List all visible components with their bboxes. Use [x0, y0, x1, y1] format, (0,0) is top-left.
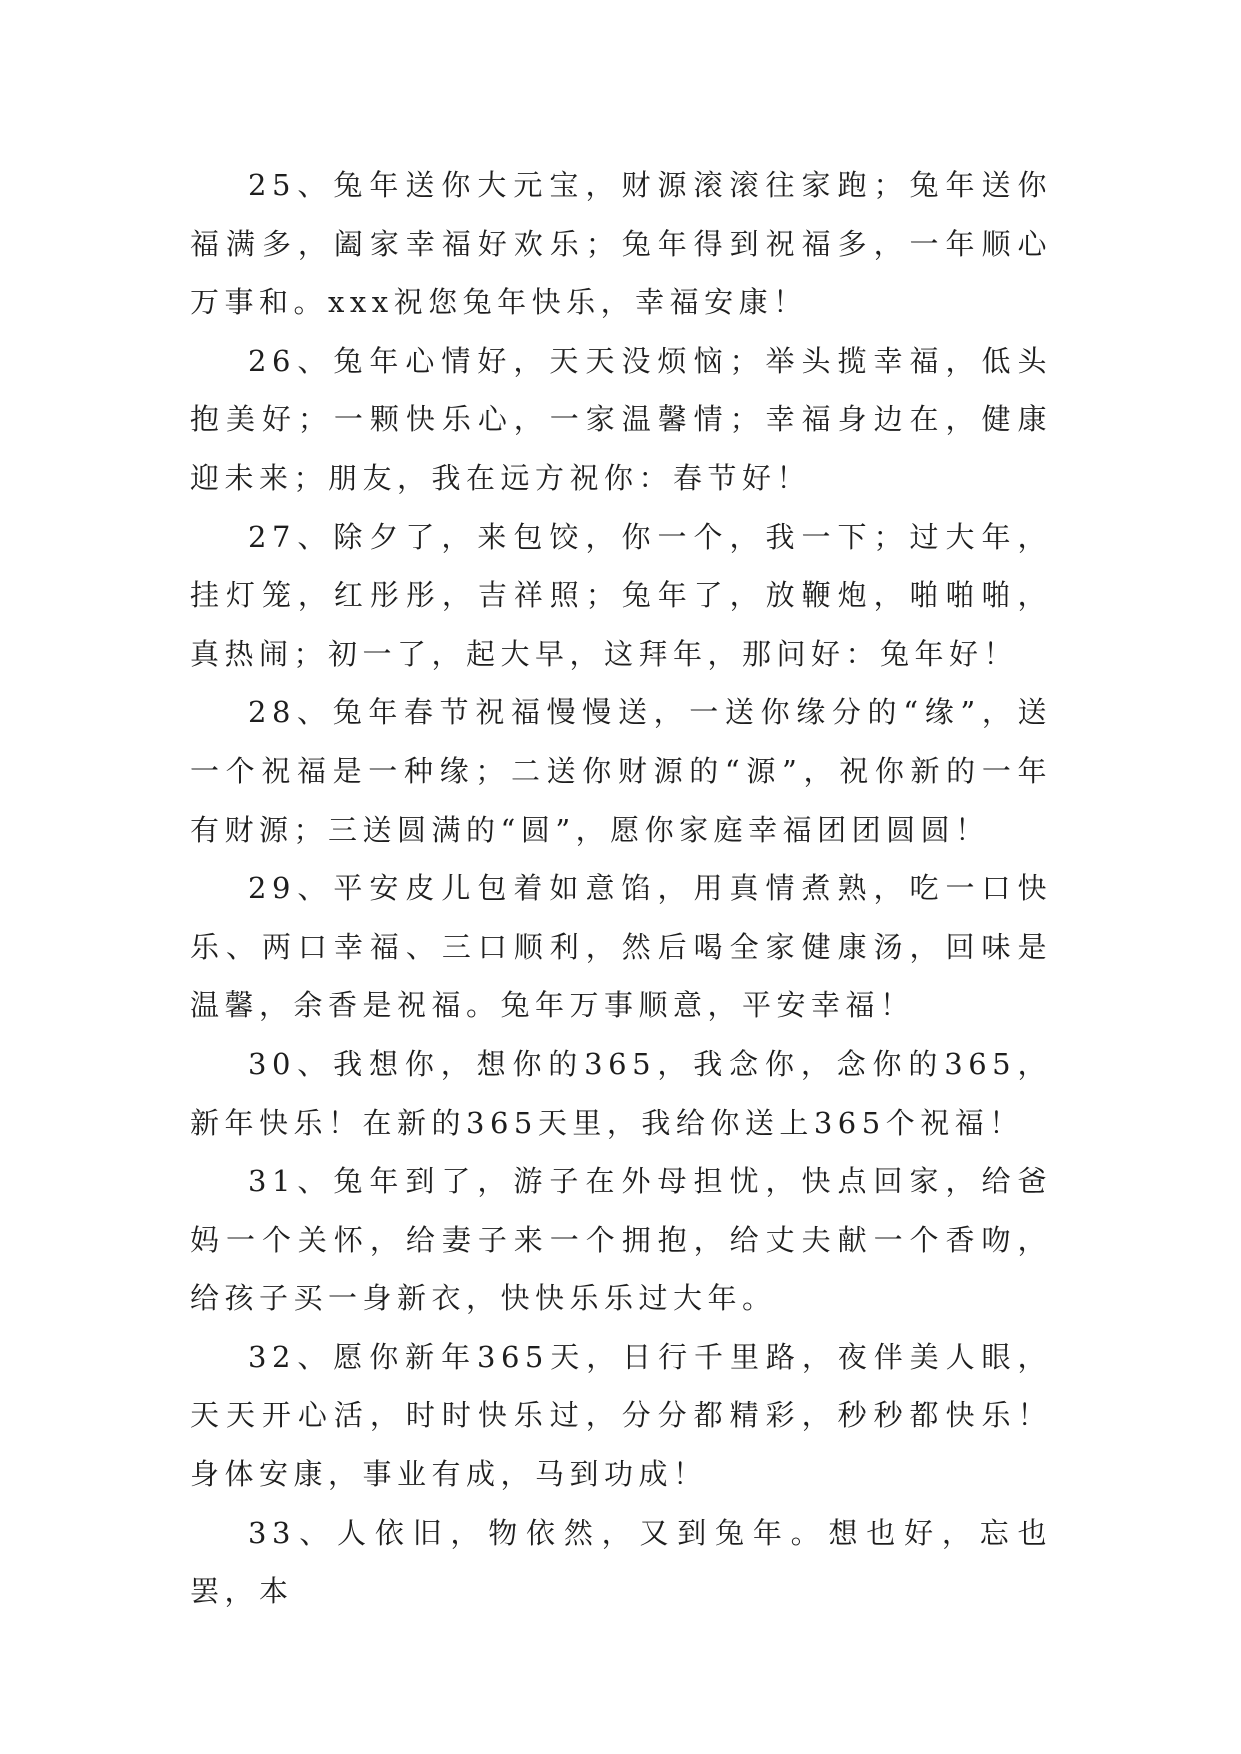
paragraph-32: 32、愿你新年365天，日行千里路，夜伴美人眼，天天开心活，时时快乐过，分分都精彩，秒秒都快乐！身体安康，事业有成，马到功成！	[190, 1339, 1052, 1492]
paragraph-26: 26、兔年心情好，天天没烦恼；举头揽幸福，低头抱美好；一颗快乐心，一家温馨情；幸福身边在，健康迎未来；朋友，我在远方祝你：春节好！	[190, 343, 1052, 495]
document-body	[190, 156, 1052, 1621]
paragraph-25: 25、兔年送你大元宝，财源滚滚往家跑；兔年送你福满多，阖家幸福好欢乐；兔年得到祝福多，一年顺心万事和。xxx祝您兔年快乐，幸福安康！	[190, 168, 1052, 320]
paragraph-30: 30、我想你，想你的365，我念你，念你的365，新年快乐！在新的365天里，我给你送上365个祝福！	[190, 1046, 1052, 1140]
paragraph-33: 33、人依旧，物依然，又到兔年。想也好，忘也罢，本	[190, 1515, 1052, 1609]
paragraph-29: 29、平安皮儿包着如意馅，用真情煮熟，吃一口快乐、两口幸福、三口顺利，然后喝全家健康汤，回味是温馨，余香是祝福。兔年万事顺意，平安幸福！	[190, 871, 1052, 1023]
paragraph-28: 28、兔年春节祝福慢慢送，一送你缘分的“缘”，送一个祝福是一种缘；二送你财源的“源”，祝你新的一年有财源；三送圆满的“圆”，愿你家庭幸福团团圆圆！	[190, 695, 1052, 847]
paragraph-31: 31、兔年到了，游子在外母担忧，快点回家，给爸妈一个关怀，给妻子来一个拥抱，给丈夫献一个香吻，给孩子买一身新衣，快快乐乐过大年。	[190, 1164, 1052, 1316]
paragraph-27: 27、除夕了，来包饺，你一个，我一下；过大年，挂灯笼，红彤彤，吉祥照；兔年了，放鞭炮，啪啪啪，真热闹；初一了，起大早，这拜年，那问好：兔年好！	[190, 519, 1052, 671]
